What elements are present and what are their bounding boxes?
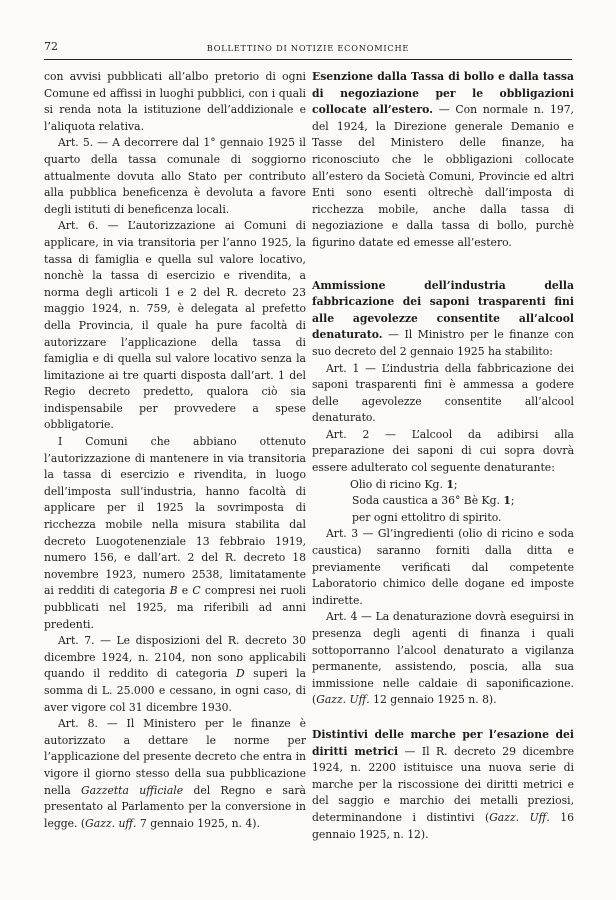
- section-distintivi: Distintivi delle marche per l’esazione dei diritti metrici — Il R. decreto 29 dicembre 1924, n. 2200 istituisce una nuova serie di marche per la riscossione dei diritti metrici e del saggio e marchio dei metalli preziosi, determinandone i distintivi (Gazz. Uff. 16 gennaio 1925, n. 12).: [312, 727, 574, 841]
- gazzetta-title: Gazzetta ufficiale: [81, 783, 184, 797]
- page-number: 72: [44, 40, 58, 53]
- section-gap: [312, 252, 574, 278]
- article-5: Art. 5. — A decorrere dal 1° gennaio 1925 il quarto della tassa comunale di soggiorno attualmente dovuta allo Stato per contributo alla pubblica beneficenza è devoluta a favore degli istituti di beneficenza locali.: [44, 136, 306, 216]
- paragraph-comuni: I Comuni che abbiano ottenuto l’autorizzazione di mantenere in via transitoria la tassa di esercizio e rivendita, in luogo dell’imposta sull’industria, hanno facoltà di applicare per il 1925 la sovrimposta di ricchezza mobile nella misura stabilita dal decreto Luogotenenziale 13 febbraio 1919, numero 156, e dall’art. 2 del R. decreto 18 novembre 1923, numero 2538, limitatamente ai redditi di categoria B e C compresi nei ruoli pubblicati nel 1925, ma riferibili ad anni predenti.: [44, 435, 306, 631]
- left-column: [44, 69, 306, 832]
- gazzetta-ref: Gazz. Uff.: [489, 810, 550, 824]
- journal-title: BOLLETTINO DI NOTIZIE ECONOMICHE: [206, 43, 410, 53]
- paragraph-continuation: con avvisi pubblicati all’albo pretorio di ogni Comune ed affissi in luoghi pubblici, con i quali si renda nota la istituzione dell’addizionale e l’aliquota relativa.: [44, 70, 306, 133]
- gazzetta-ref: Gazz. Uff.: [316, 693, 370, 707]
- section-esenzione: Esenzione dalla Tassa di bollo e dalla tassa di negoziazione per le obbligazioni collocate all’estero. — Con normale n. 197, del 1924, la Direzione generale Demanio e Tasse del Ministero delle finanze, ha riconosciuto che le obbligazioni collocate all’estero da Società Comuni, Provincie ed altri Enti sono esenti oltrechè dall’imposta di ricchezza mobile, anche dalla tassa di negoziazione e dalla tassa di bollo, purchè figurino datate ed emesse all’estero.: [312, 70, 574, 249]
- section-ammissione: Ammissione dell’industria della fabbricazione dei saponi trasparenti fini alle agevolezze consentite all’alcool denaturato. — Il Ministro per le finanze con suo decreto del 2 gennaio 1925 ha stabilito:: [312, 278, 574, 358]
- denaturant-line-2: Soda caustica a 36° Bè Kg. 1;: [352, 494, 515, 508]
- article-7: Art. 7. — Le disposizioni del R. decreto 30 dicembre 1924, n. 2104, non sono applicabili quando il reddito di categoria D superi la somma di L. 25.000 e cessano, in ogni caso, di aver vigore col 31 dicembre 1930.: [44, 634, 306, 714]
- section-heading: Ammissione dell’industria della fabbricazione dei saponi trasparenti fini alle agevolezze consentite all’alcool denaturato.: [312, 278, 574, 342]
- category-b: B: [169, 584, 178, 598]
- category-d: D: [235, 667, 245, 681]
- denaturant-line-1: Olio di ricino Kg. 1;: [350, 477, 458, 491]
- section-heading: Distintivi delle marche per l’esazione dei diritti metrici: [312, 727, 574, 758]
- ammissione-article-1: Art. 1 — L’industria della fabbricazione dei saponi trasparenti fini è ammessa a godere delle agevolezze consentite all’alcool denaturato.: [312, 361, 574, 425]
- article-8: Art. 8. — Il Ministero per le finanze è autorizzato a dettare le norme per l’applicazione del presente decreto che entra in vigore il giorno stesso della sua pubblicazione nella Gazzetta ufficiale del Regno e sarà presentato al Parlamento per la conversione in legge. (Gazz. uff. 7 gennaio 1925, n. 4).: [44, 717, 306, 830]
- ammissione-article-2: Art. 2 — L’alcool da adibirsi alla preparazione dei saponi di cui sopra dovrà essere adulterato col seguente denaturante:: [312, 427, 574, 475]
- ammissione-article-4: Art. 4 — La denaturazione dovrà eseguirsi in presenza degli agenti di finanza i quali sottoporranno l’alcool denaturato a vigilanza permanente, assistendo, poscia, alla sua immissione nelle caldaie di saponificazione. (Gazz. Uff. 12 gennaio 1925 n. 8).: [312, 610, 574, 707]
- ammissione-article-3: Art. 3 — Gl’ingredienti (olio di ricino e soda caustica) saranno forniti dalla ditta e previamente verificati dal competente Laboratorio chimico delle dogane ed imposte indirette.: [312, 527, 574, 607]
- section-heading: Esenzione dalla Tassa di bollo e dalla tassa di negoziazione per le obbligazioni collocate all’estero.: [312, 70, 574, 117]
- right-column: [312, 69, 574, 843]
- category-c: C: [192, 584, 201, 598]
- section-gap: [312, 709, 574, 727]
- header-rule: [44, 59, 572, 60]
- article-6: Art. 6. — L’autorizzazione ai Comuni di applicare, in via transitoria per l’anno 1925, la tassa di famiglia e quella sul valore locativo, nonchè la tassa di esercizio e rivendita, a norma degli articoli 1 e 2 del R. decreto 23 maggio 1924, n. 759, è delegata al prefetto della Provincia, il quale ha pure facoltà di autorizzare l’applicazione della tassa di famiglia e di quella sul valore locativo senza la limitazione ai tre quarti disposta dall’art. 1 del Regio decreto predetto, qualora ciò sia indispensabile per provvedere a spese obbligatorie.: [44, 219, 306, 432]
- denaturant-line-3: per ogni ettolitro di spirito.: [352, 510, 502, 524]
- gazzetta-ref: Gazz. uff.: [85, 816, 137, 830]
